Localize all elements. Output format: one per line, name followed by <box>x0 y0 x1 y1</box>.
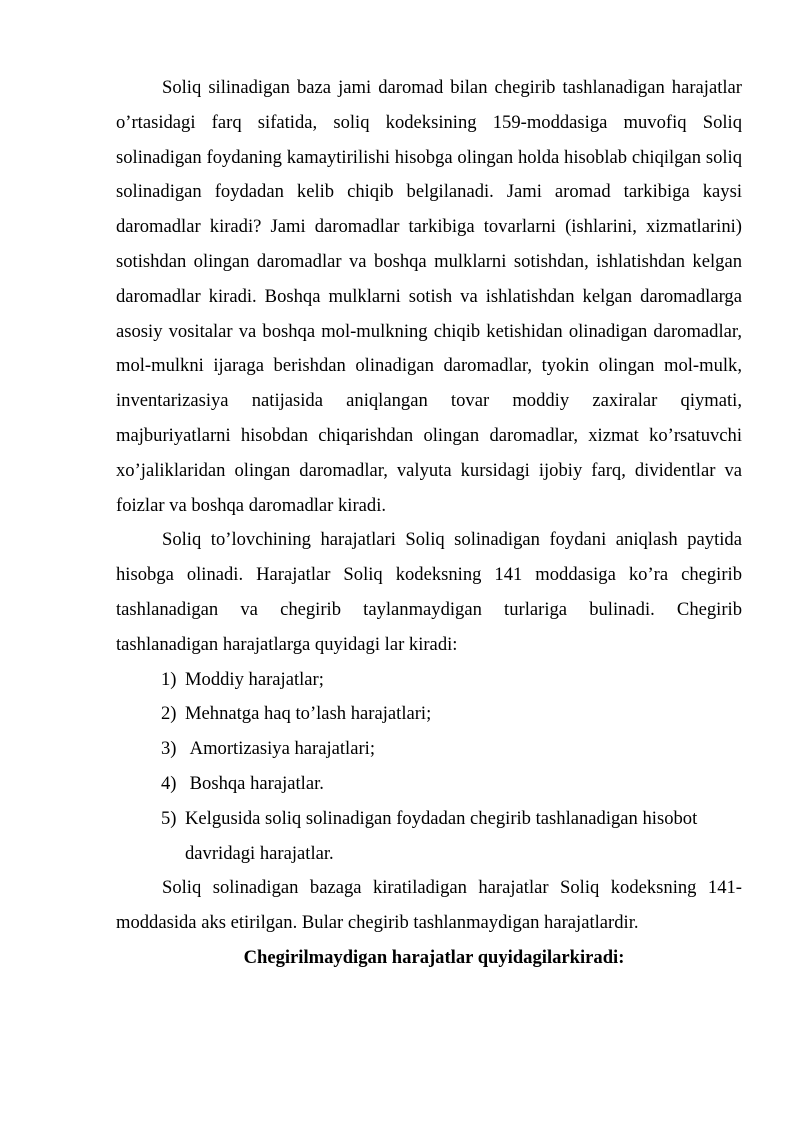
paragraph-taxable-base: Soliq silinadigan baza jami daromad bilan chegirib tashlanadigan harajatlar o’rtasidagi farq sifatida, soliq kodeksining 159-moddasiga muvofiq Soliq solinadigan foydaning kamaytirilishi hisobga olingan holda hisoblab chiqilgan soliq solinadigan foydadan kelib chiqib belgilanadi. Jami aromad tarkibiga kaysi daromadlar kiradi? Jami daromadlar tarkibiga tovarlarni (ishlarini, xizmatlarini) sotishdan olingan daromadlar va boshqa mulklarni sotishdan, ishlatishdan kelgan daromadlar kiradi. Boshqa mulklarni sotish va ishlatishdan kelgan daromadlarga asosiy vositalar va boshqa mol-mulkning chiqib ketishidan olinadigan daromadlar, mol-mulkni ijaraga berishdan olinadigan daromadlar, tyokin olingan mol-mulk, inventarizasiya natijasida aniqlangan tovar moddiy zaxiralar qiymati, majburiyatlarni hisobdan chiqarishdan olingan daromadlar, xizmat ko’rsatuvchi xo’jaliklaridan olingan daromadlar, valyuta kursidagi ijobiy farq, dividentlar va foizlar va boshqa daromadlar kiradi. <box>116 77 742 516</box>
document-page <box>116 71 742 976</box>
list-item-number: 2) <box>161 703 177 725</box>
list-item-number: 1) <box>161 668 177 690</box>
list-item-text: Mehnatga haq to’lash harajatlari; <box>185 703 432 725</box>
paragraph-expenses: Soliq to’lovchining harajatlari Soliq solinadigan foydani aniqlash paytida hisobga olinadi. Harajatlar Soliq kodeksning 141 moddasiga ko’ra chegirib tashlanadigan va chegirib taylanmaydigan turlariga bulinadi. Chegirib tashlanadigan harajatlarga quyidagi lar kiradi: <box>116 529 742 655</box>
list-item-number: 3) <box>161 738 177 760</box>
list-item-number: 5) <box>161 807 177 829</box>
list-item-text: Boshqa harajatlar. <box>185 772 324 794</box>
deductible-expenses-list <box>116 663 742 872</box>
list-item <box>161 802 742 872</box>
list-item <box>161 767 742 802</box>
section-heading: Chegirilmaydigan harajatlar quyidagilarkiradi: <box>243 946 625 968</box>
list-item-number: 4) <box>161 772 177 794</box>
list-item-text: Kelgusida soliq solinadigan foydadan chegirib tashlanadigan hisobot davridagi harajatlar. <box>185 807 698 864</box>
list-item-text: Amortizasiya harajatlari; <box>185 738 375 760</box>
list-item <box>161 697 742 732</box>
list-item <box>161 663 742 698</box>
paragraph-non-deductible: Soliq solinadigan bazaga kiratiladigan harajatlar Soliq kodeksning 141-moddasida aks etirilgan. Bular chegirib tashlanmaydigan harajatlardir. <box>116 877 742 934</box>
list-item-text: Moddiy harajatlar; <box>185 668 324 690</box>
list-item <box>161 732 742 767</box>
